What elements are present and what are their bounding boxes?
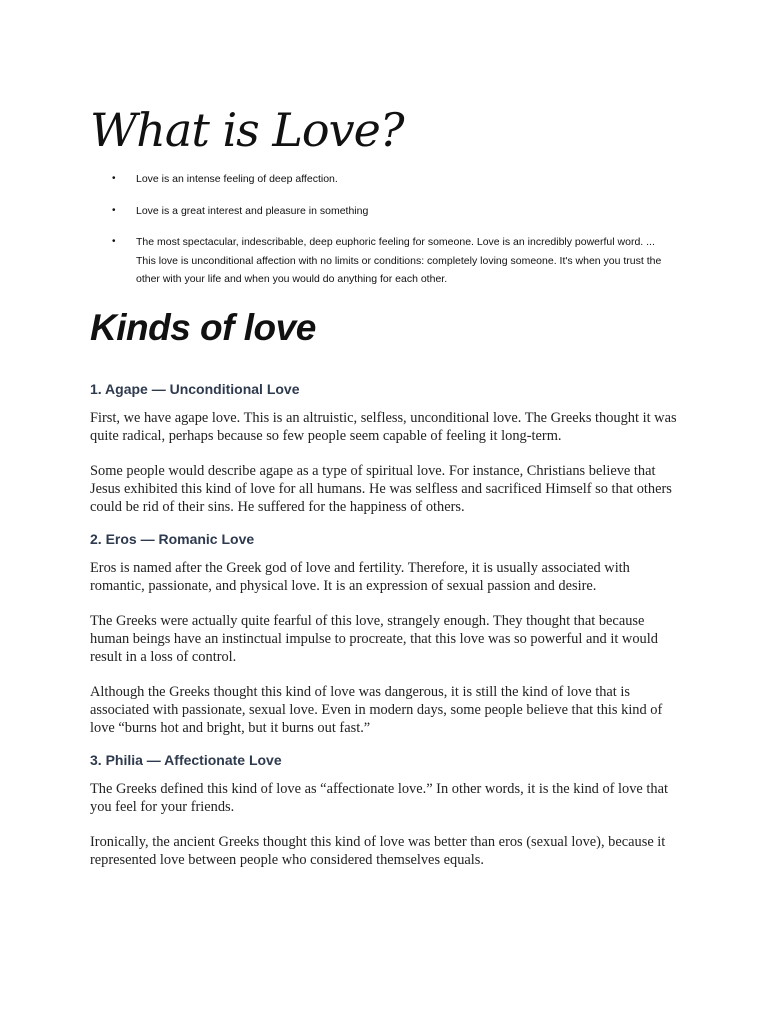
article-body bbox=[90, 378, 680, 886]
bullet-icon: • bbox=[112, 236, 116, 247]
section-heading: 3. Philia — Affectionate Love bbox=[90, 752, 282, 768]
section-heading: 1. Agape — Unconditional Love bbox=[90, 381, 300, 397]
paragraph: Although the Greeks thought this kind of love was dangerous, it is still the kind of love that is associated with passionate, sexual love. Even in modern days, some people believe that this kind of love “burns hot and bright, but it burns out fast.” bbox=[90, 684, 663, 736]
bullet-icon: • bbox=[112, 173, 116, 184]
kinds-heading: Kinds of love bbox=[90, 307, 316, 348]
bullet-icon: • bbox=[112, 204, 116, 216]
paragraph: First, we have agape love. This is an altruistic, selfless, unconditional love. The Greeks thought it was quite radical, perhaps because so few people seem capable of feeling it long-term. bbox=[90, 410, 677, 444]
definition-list bbox=[112, 170, 672, 302]
bullet-text: Love is an intense feeling of deep affection. bbox=[136, 173, 338, 185]
paragraph: Ironically, the ancient Greeks thought this kind of love was better than eros (sexual love), because it represented love between people who considered themselves equals. bbox=[90, 834, 666, 868]
page-title: What is Love? bbox=[90, 103, 404, 157]
paragraph: Some people would describe agape as a type of spiritual love. For instance, Christians believe that Jesus exhibited this kind of love for all humans. He was selfless and sacrificed Himself so that others could be rid of their sins. He suffered for the happiness of others. bbox=[90, 463, 672, 515]
paragraph: Eros is named after the Greek god of love and fertility. Therefore, it is usually associated with romantic, passionate, and physical love. It is an expression of sexual passion and desire. bbox=[90, 560, 630, 594]
section-heading: 2. Eros — Romanic Love bbox=[90, 531, 255, 547]
section-eros bbox=[90, 528, 680, 737]
bullet-text: The most spectacular, indescribable, deep euphoric feeling for someone. Love is an incredibly powerful word. ... This love is unconditional affection with no limits or conditions: completely loving someone. It's when you trust the other with your life and when you would do anything for each other. bbox=[136, 236, 662, 285]
section-philia bbox=[90, 749, 680, 869]
paragraph: The Greeks defined this kind of love as “affectionate love.” In other words, it is the kind of love that you feel for your friends. bbox=[90, 781, 668, 815]
list-item bbox=[112, 233, 672, 289]
section-agape bbox=[90, 378, 680, 516]
list-item bbox=[112, 170, 672, 189]
list-item bbox=[112, 202, 672, 221]
bullet-text: Love is a great interest and pleasure in something bbox=[136, 204, 369, 217]
paragraph: The Greeks were actually quite fearful of this love, strangely enough. They thought that because human beings have an instinctual impulse to procreate, that this love was so powerful and it would result in a loss of control. bbox=[90, 613, 658, 665]
